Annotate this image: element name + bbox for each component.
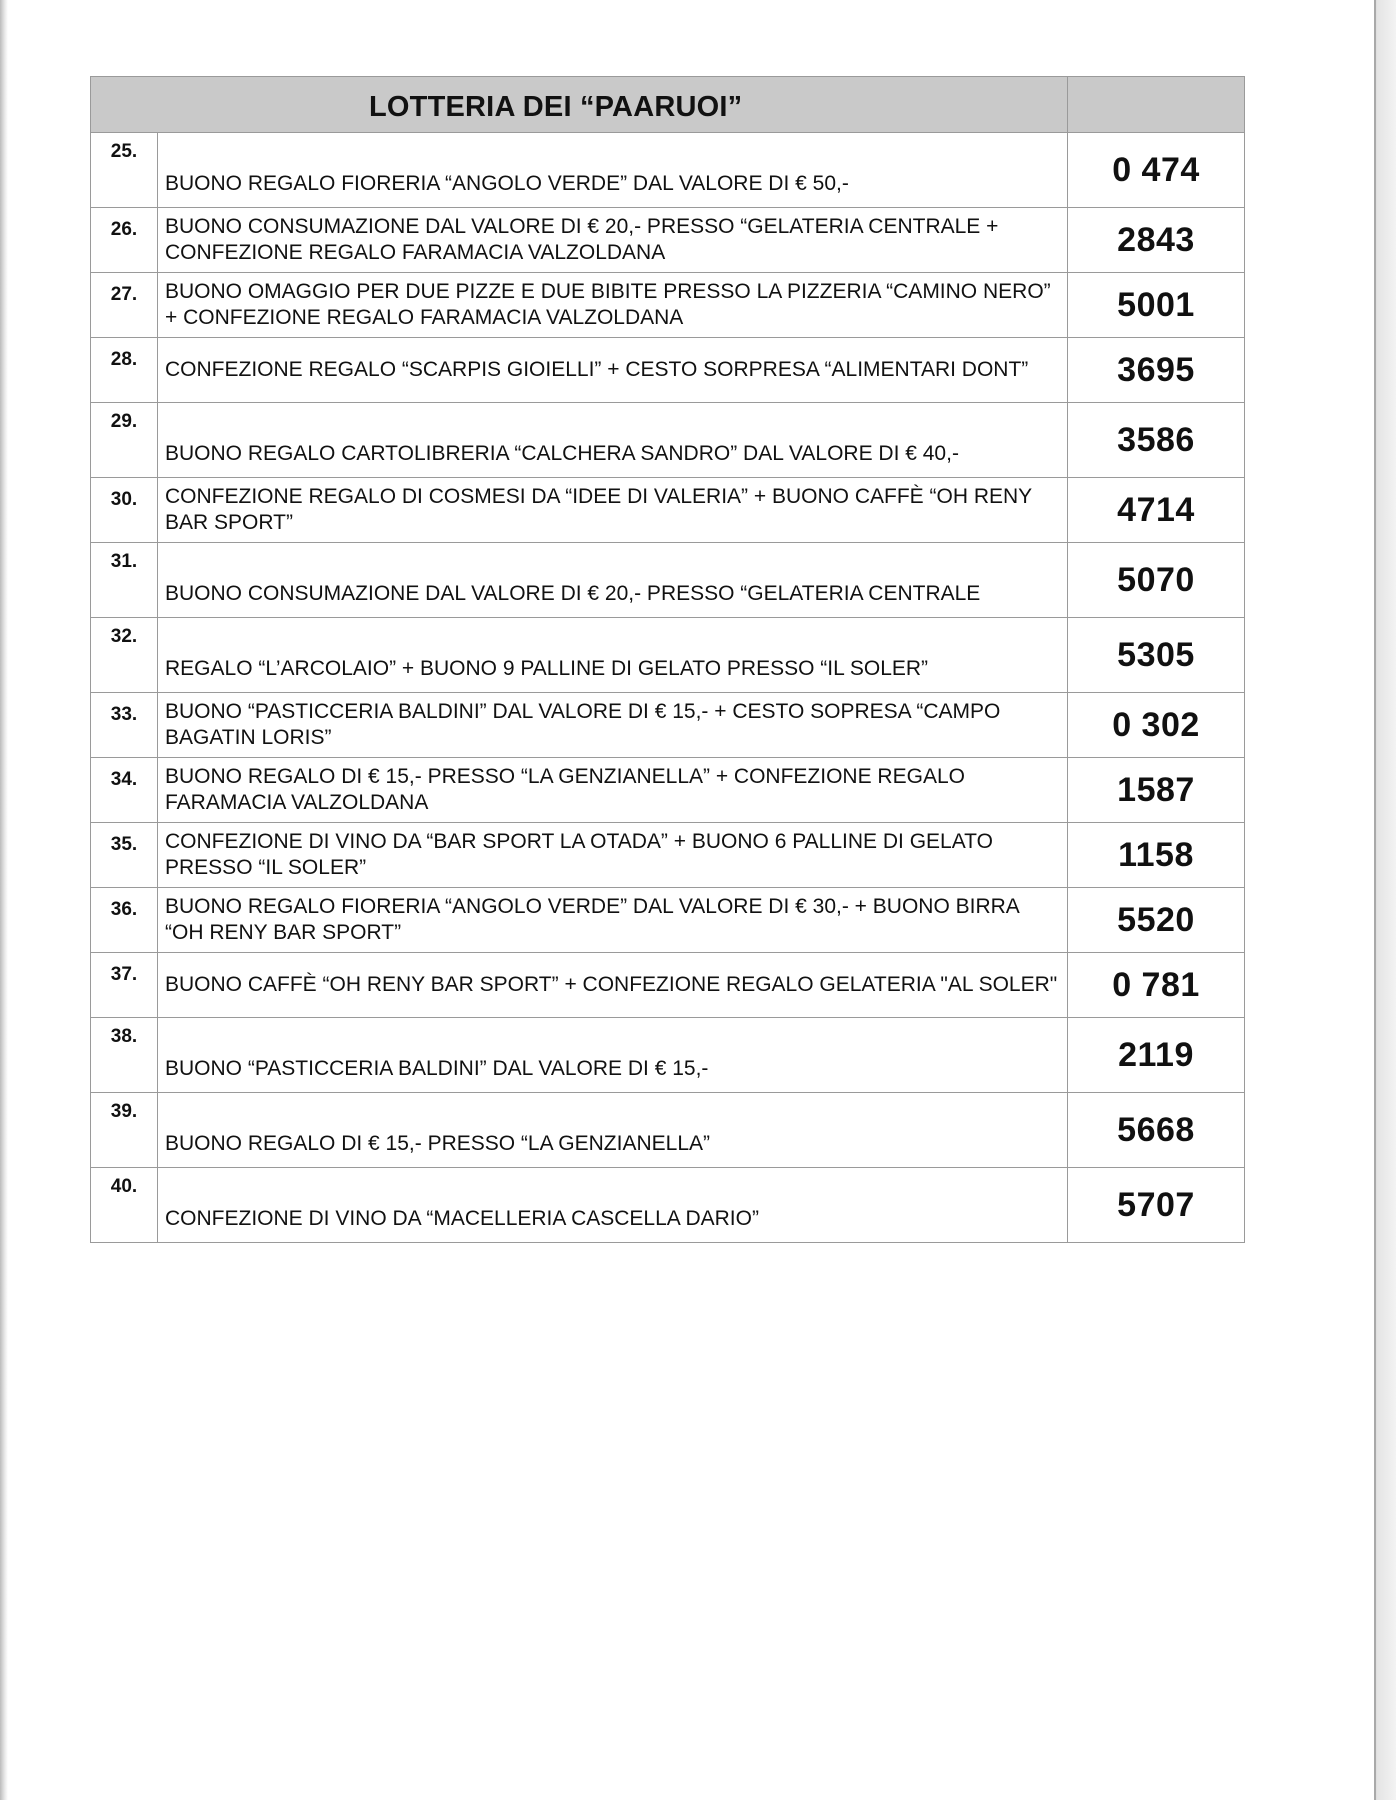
table-row [91,953,1245,1018]
row-number-cell [91,1018,158,1093]
prize-description-cell [158,618,1068,693]
table-row [91,888,1245,953]
prize-description: BUONO REGALO FIORERIA “ANGOLO VERDE” DAL VALORE DI € 50,- [165,172,849,195]
row-number: 31. [110,551,138,572]
row-number: 28. [110,349,138,370]
prize-description: BUONO CONSUMAZIONE DAL VALORE DI € 20,- PRESSO “GELATERIA CENTRALE [165,582,981,605]
winning-ticket-number: 5520 [1068,888,1245,953]
row-number: 30. [110,489,138,510]
row-number: 40. [110,1176,138,1197]
prize-description-cell [158,823,1068,888]
prize-description: BUONO REGALO FIORERIA “ANGOLO VERDE” DAL VALORE DI € 30,- + BUONO BIRRA “OH RENY BAR SPORT” [165,895,1019,944]
prize-description-cell [158,478,1068,543]
table-row [91,273,1245,338]
table-title-cell [91,77,1068,133]
row-number: 36. [110,899,138,920]
row-number: 29. [110,411,138,432]
table-row [91,543,1245,618]
prize-description: CONFEZIONE REGALO “SCARPIS GIOIELLI” + CESTO SORPRESA “ALIMENTARI DONT” [165,358,1029,381]
table-header-empty-cell [1068,77,1245,133]
prize-description-cell [158,953,1068,1018]
prize-description-cell [158,693,1068,758]
row-number-cell [91,338,158,403]
row-number-cell [91,543,158,618]
lottery-prize-table [90,76,1245,1243]
table-header-row [91,77,1245,133]
winning-ticket-number: 5001 [1068,273,1245,338]
winning-ticket-number: 2119 [1068,1018,1245,1093]
prize-description: BUONO REGALO CARTOLIBRERIA “CALCHERA SANDRO” DAL VALORE DI € 40,- [165,442,959,465]
winning-ticket-number: 3586 [1068,403,1245,478]
prize-description: CONFEZIONE REGALO DI COSMESI DA “IDEE DI VALERIA” + BUONO CAFFÈ “OH RENY BAR SPORT” [165,485,1032,534]
page-title: LOTTERIA DEI “PAARUOI” [369,91,743,123]
table-row [91,1168,1245,1243]
table-row [91,1018,1245,1093]
table-body [91,133,1245,1243]
row-number-cell [91,273,158,338]
row-number: 27. [110,284,138,305]
row-number-cell [91,478,158,543]
page-edge-line [1374,0,1376,1800]
prize-description-cell [158,1168,1068,1243]
winning-ticket-number: 5305 [1068,618,1245,693]
prize-description: BUONO CONSUMAZIONE DAL VALORE DI € 20,- PRESSO “GELATERIA CENTRALE + CONFEZIONE REGALO FARAMACIA VALZOLDANA [165,215,999,264]
row-number-cell [91,888,158,953]
prize-description-cell [158,273,1068,338]
table-row [91,1093,1245,1168]
row-number-cell [91,758,158,823]
prize-description-cell [158,1018,1068,1093]
table-row [91,693,1245,758]
prize-description-cell [158,338,1068,403]
prize-description-cell [158,133,1068,208]
table-row [91,618,1245,693]
winning-ticket-number: 0 781 [1068,953,1245,1018]
prize-description: BUONO REGALO DI € 15,- PRESSO “LA GENZIANELLA” [165,1132,710,1155]
row-number-cell [91,823,158,888]
winning-ticket-number: 5707 [1068,1168,1245,1243]
prize-description-cell [158,1093,1068,1168]
row-number-cell [91,953,158,1018]
row-number-cell [91,133,158,208]
table-row [91,133,1245,208]
prize-description: BUONO CAFFÈ “OH RENY BAR SPORT” + CONFEZIONE REGALO GELATERIA "AL SOLER" [165,973,1058,996]
row-number: 35. [110,834,138,855]
row-number-cell [91,693,158,758]
prize-description-cell [158,208,1068,273]
table-row [91,403,1245,478]
row-number-cell [91,208,158,273]
prize-description: BUONO “PASTICCERIA BALDINI” DAL VALORE DI € 15,- + CESTO SOPRESA “CAMPO BAGATIN LORIS” [165,700,1001,749]
row-number-cell [91,403,158,478]
prize-description-cell [158,403,1068,478]
winning-ticket-number: 1158 [1068,823,1245,888]
table-row [91,208,1245,273]
winning-ticket-number: 5668 [1068,1093,1245,1168]
prize-description: REGALO “L’ARCOLAIO” + BUONO 9 PALLINE DI GELATO PRESSO “IL SOLER” [165,657,929,680]
winning-ticket-number: 5070 [1068,543,1245,618]
winning-ticket-number: 0 474 [1068,133,1245,208]
prize-description-cell [158,888,1068,953]
winning-ticket-number: 4714 [1068,478,1245,543]
winning-ticket-number: 0 302 [1068,693,1245,758]
prize-description-cell [158,758,1068,823]
page-scroll-edge [1374,0,1396,1800]
row-number: 32. [110,626,138,647]
winning-ticket-number: 3695 [1068,338,1245,403]
row-number: 34. [110,769,138,790]
row-number: 39. [110,1101,138,1122]
row-number-cell [91,618,158,693]
table-row [91,758,1245,823]
row-number: 25. [110,141,138,162]
table-row [91,823,1245,888]
prize-description-cell [158,543,1068,618]
prize-description: BUONO OMAGGIO PER DUE PIZZE E DUE BIBITE PRESSO LA PIZZERIA “CAMINO NERO” + CONFEZIONE REGALO FARAMACIA VALZOLDANA [165,280,1051,329]
prize-description: CONFEZIONE DI VINO DA “MACELLERIA CASCELLA DARIO” [165,1207,759,1230]
row-number: 26. [110,219,138,240]
row-number: 38. [110,1026,138,1047]
prize-description: BUONO “PASTICCERIA BALDINI” DAL VALORE DI € 15,- [165,1057,709,1080]
page-shadow-left [0,0,8,1800]
row-number: 37. [110,964,138,985]
row-number-cell [91,1168,158,1243]
table-row [91,478,1245,543]
prize-description: CONFEZIONE DI VINO DA “BAR SPORT LA OTADA” + BUONO 6 PALLINE DI GELATO PRESSO “IL SOLER” [165,830,993,879]
row-number-cell [91,1093,158,1168]
prize-description: BUONO REGALO DI € 15,- PRESSO “LA GENZIANELLA” + CONFEZIONE REGALO FARAMACIA VALZOLDANA [165,765,965,814]
table-row [91,338,1245,403]
row-number: 33. [110,704,138,725]
winning-ticket-number: 2843 [1068,208,1245,273]
winning-ticket-number: 1587 [1068,758,1245,823]
